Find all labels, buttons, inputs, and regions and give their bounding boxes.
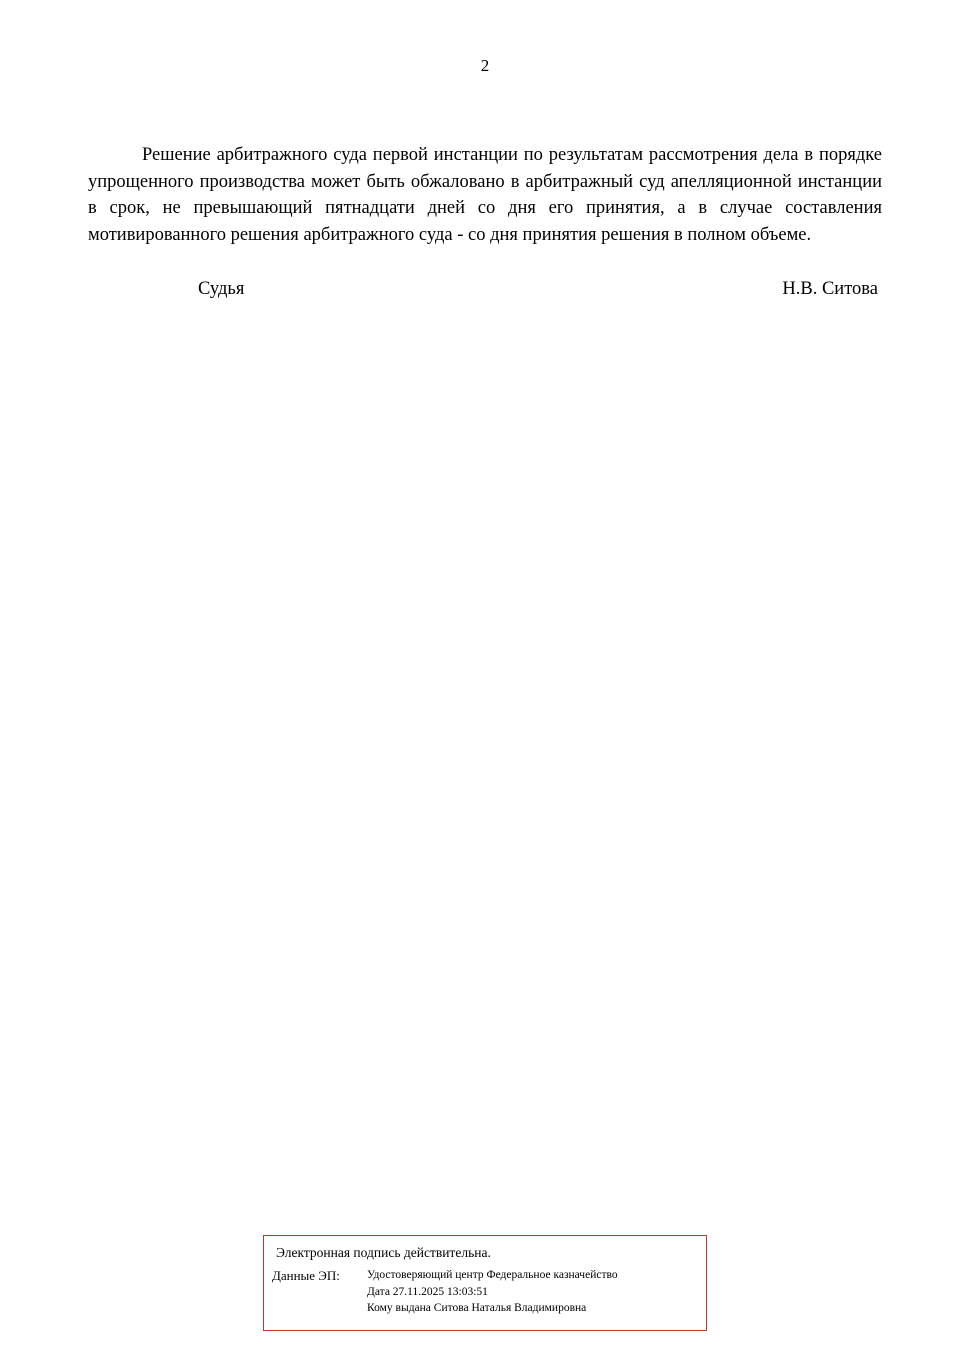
esign-issued-to: Кому выдана Ситова Наталья Владимировна [367, 1302, 587, 1314]
signature-name: Н.В. Ситова [782, 279, 878, 299]
electronic-signature-stamp [263, 1235, 707, 1331]
esign-authority: Удостоверяющий центр Федеральное казначейство [367, 1269, 618, 1281]
signature-block [88, 277, 882, 301]
body-paragraph: Решение арбитражного суда первой инстанции по результатам рассмотрения дела в порядке упрощенного производства может быть обжаловано в арбитражный суд апелляционной инстанции в срок, не превышающий пятнадцати дней со дня его принятия, а в случае составления мотивированного решения арбитражного суда - со дня принятия решения в полном объеме. [88, 145, 882, 245]
esign-data-label: Данные ЭП: [272, 1268, 340, 1283]
page-number: 2 [480, 56, 490, 75]
signature-role: Судья [198, 279, 245, 299]
esign-validity-text: Электронная подпись действительна. [276, 1245, 491, 1260]
esign-details [367, 1267, 618, 1317]
esign-date: Дата 27.11.2025 13:03:51 [367, 1285, 488, 1298]
